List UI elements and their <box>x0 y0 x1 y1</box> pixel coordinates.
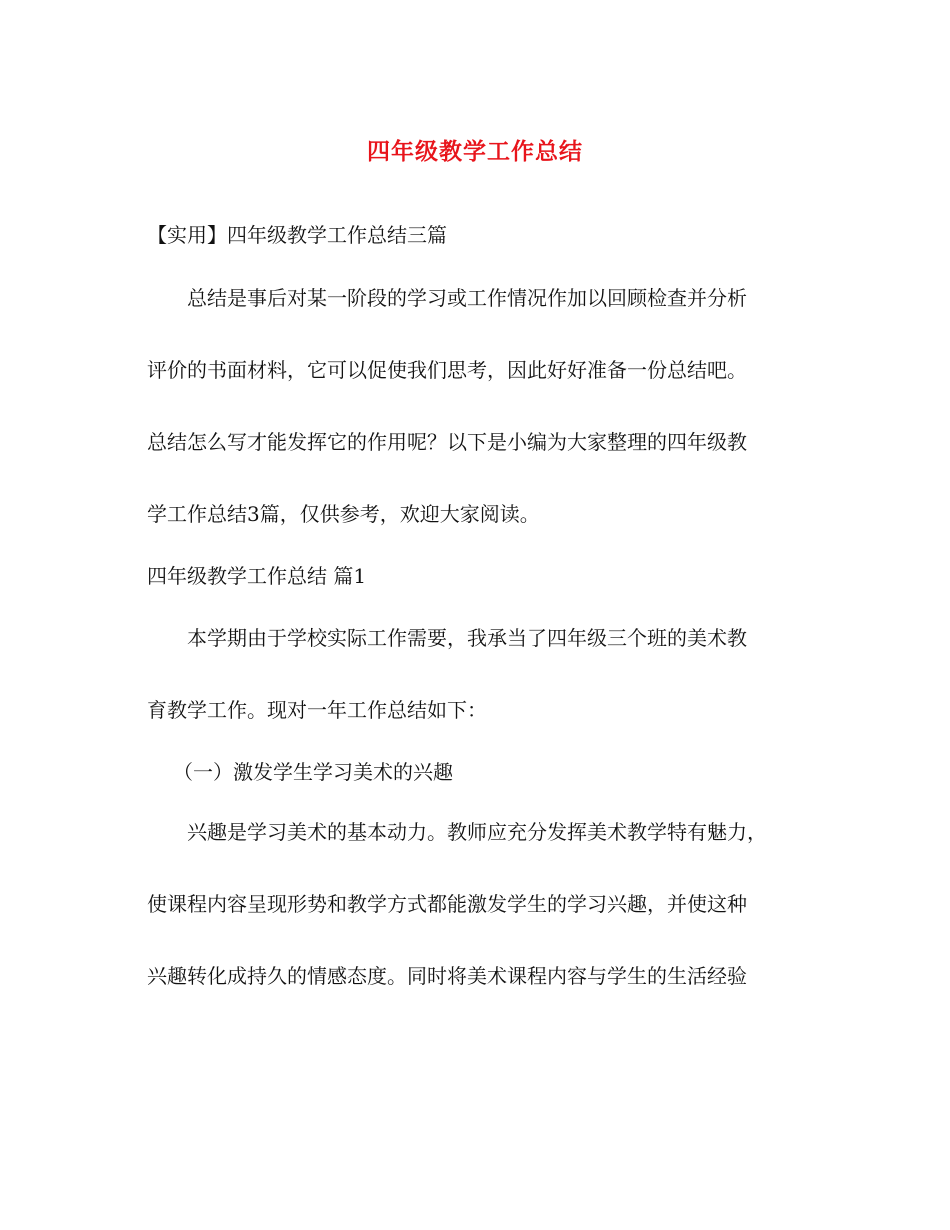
paragraph-line: 学工作总结3篇，仅供参考，欢迎大家阅读。 <box>147 502 540 526</box>
page-title: 四年级教学工作总结 <box>367 138 583 165</box>
paragraph-line: 兴趣转化成持久的情感态度。同时将美术课程内容与学生的生活经验 <box>147 964 747 988</box>
paragraph-line: 总结是事后对某一阶段的学习或工作情况作加以回顾检查并分析 <box>187 286 747 310</box>
paragraph-line: 本学期由于学校实际工作需要，我承当了四年级三个班的美术教 <box>187 626 747 650</box>
paragraph-line: 评价的书面材料，它可以促使我们思考，因此好好准备一份总结吧。 <box>147 358 747 382</box>
paragraph-line: 使课程内容呈现形势和教学方式都能激发学生的学习兴趣，并使这种 <box>147 892 747 916</box>
paragraph-line: 兴趣是学习美术的基本动力。教师应充分发挥美术教学特有魅力， <box>187 820 767 844</box>
paragraph-line: 总结怎么写才能发挥它的作用呢？以下是小编为大家整理的四年级教 <box>147 430 747 454</box>
subsection-heading: （一）激发学生学习美术的兴趣 <box>173 760 453 784</box>
paragraph-line: 育教学工作。现对一年工作总结如下： <box>147 698 487 722</box>
section-heading: 四年级教学工作总结 篇1 <box>147 564 367 588</box>
subtitle-line: 【实用】四年级教学工作总结三篇 <box>147 223 447 247</box>
